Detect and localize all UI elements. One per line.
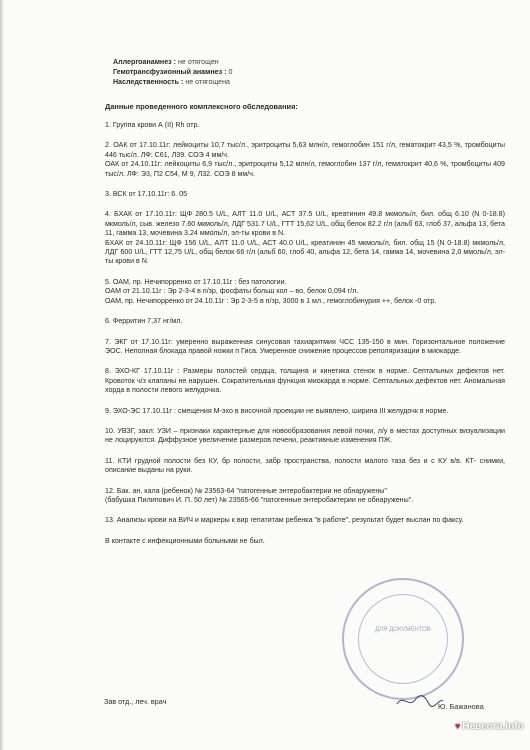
heredity-label: Наследственность :	[113, 78, 184, 87]
exam-item-line: 3. ВСК от 17.10.11г: 6. 05	[105, 190, 188, 199]
stamp-inner-ring	[358, 594, 448, 684]
exam-item-13	[105, 516, 505, 525]
exam-item-10	[105, 427, 505, 446]
exam-item-line: (бабушка Пилипович И. П. 50 лет) № 23565-66 "патогенные энтеробактерии не обнаружены".	[105, 495, 414, 504]
exam-item-2	[105, 141, 505, 179]
exam-item-line: 12. Бак. ан. кала (ребенок) № 23563-64 "патогенные энтеробактерии не обнаружены"	[105, 486, 387, 495]
signoff-text: Зав отд., леч. врач	[104, 697, 167, 706]
exam-item-line: 11. КТИ грудной полости без КУ, бр полости, забр пространства, полости малого таза без и с КУ в/в. КТ- снимки, описание выданы на руки.	[105, 456, 505, 475]
exam-item-line: 10. УВЗГ, закл: УЗИ – признаки характерные для новообразования левой почки, л/у в местах доступных визуализации не лоцируются. Диффузное увеличение размеров печени, реактивные изменения ПЖ.	[105, 426, 505, 445]
exam-item-6	[105, 317, 505, 326]
signature-name-text: Ю. Бажанова	[438, 702, 484, 711]
round-stamp	[342, 578, 464, 700]
exam-item-line: 9. ЭХО-ЭС 17.10.11г : смещения М-эхо в височной проекции не выявлено, ширина III желудочк в норме.	[105, 406, 449, 415]
exam-item-12	[105, 487, 505, 506]
exam-item-line: 5. ОАМ, пр. Нечипорренко от 17.10.11г : без патологии.	[105, 277, 287, 286]
exam-item-11	[105, 457, 505, 476]
heredity-row	[113, 77, 505, 87]
exam-item-line: 7. ЭКГ от 17.10.11г: умеренно выраженная синусовая тахиаритмия ЧСС 135-150 в мин. Горизонтальное положение ЭОС. Неполная блокада правой ножки п Гиса. Умеренное снижение процессов реполяризации в миокарде.	[105, 337, 505, 355]
document-body	[105, 57, 505, 560]
exam-item-9	[105, 407, 505, 416]
exam-items-list	[105, 121, 505, 526]
exam-item-line: 8. ЭХО-КГ 17.10.11г : Размеры полостей сердца, толщина и кинетика стенок в норме. Септальных дефектов нет. Кровоток ч/з клапаны не нарушен. Сократительная функция миокарда в норме. Септальных дефектов нет. Аномальная хорда в полости левого желудочка.	[105, 367, 505, 395]
exam-item-line: ОАМ от 21.10.11г : Эр 2-3-4 в п/зр, фосфаты больш кол – во, белок 0,094 г/л.	[105, 287, 359, 296]
anamnesis-block	[113, 57, 505, 88]
hemo-row	[113, 67, 505, 77]
exam-item-line: 13. Анализы крови на ВИЧ и маркеры к вир гепатитам ребенка "в работе", результат будет выслан по факсу.	[105, 516, 464, 525]
closing-note: В контакте с инфекционными больными не был.	[105, 536, 265, 545]
exam-item-line: 2. ОАК от 17.10.11г: лейкоциты 10,7 тыс/л., эритроциты 5,63 млн/л, гемоглобин 151 г/л, гематокрит 43,5 %, тромбоциты 446 тыс/л. ЛФ: С61, Л39. СОЭ 4 мм/ч.	[105, 141, 505, 159]
exam-item-8	[105, 367, 505, 395]
exam-item-line: 4. БХАК от 17.10.11г: ЩФ 280.5 U/L, АЛТ 11.0 U/L, АСТ 37.5 U/L, креатинин 49.8 мкмоль/л, бил. общ 6.10 (N 0-18.8) мкмоль/л, сыв. железо 7.60 мкмоль/л, ЛДГ 531.7 U/L, ГТТ 15,62 U/L, общ белок 82.2 г/л (альб 63, глоб 37, альфа 13, бета 11, гамма 13, мочевина 3,24 ммоль/л, эл-ты крови в N.	[105, 210, 505, 238]
exam-item-7	[105, 338, 505, 357]
exam-item-line: ОАК от 24.10.11г: лейкоциты 6,9 тыс/л., эритроциты 5,12 млн/л, гемоглобин 137 г/л, гематокрит 40,6 %, тромбоциты 409 тыс/л. ЛФ: Э3, П2 С54, М 9, Л32. СОЭ 8 мм/ч.	[105, 160, 505, 178]
exam-item-line: 1. Группа крови А (II) Rh отр.	[105, 121, 200, 130]
watermark-text: Невеста.info	[462, 721, 524, 732]
exam-item-5	[105, 278, 505, 306]
exam-item-3	[105, 190, 505, 199]
signature-name	[438, 702, 484, 711]
hemo-label: Гемотрансфузионный анамнез :	[113, 68, 227, 77]
section-heading: Данные проведенного комплексного обследования:	[105, 101, 298, 111]
page-shadow-edge	[0, 0, 4, 750]
exam-item-line: БХАК от 24.10.11г: ЩФ 156 U/L, АЛТ 11.0 U/L, АСТ 40.0 U/L, креатинин 45 мкмоль/л, бил. общ 15 (N 0-18.8) мкмоль/л, ЛДГ 600 U/L, ГТТ 12,75 U/L, общ белок 66 г/л (альб 60, глоб 40, альфа 12, бета 14, гамма 14, мочевина 2,0 ммоль/л, эл-ты крови в N.	[105, 238, 505, 266]
site-watermark	[455, 721, 524, 732]
exam-item-line: ОАМ, пр. Нечипорренко от 24.10.11г : Эр 2-3-5 в п/зр, 3000 в 1 мл., гемоглобинурия ++, белок -0 отр.	[105, 296, 437, 305]
hemo-value: 0	[228, 68, 233, 77]
heart-icon: ♥	[455, 721, 461, 731]
heredity-value: не отягощена	[185, 78, 230, 87]
allergo-value: не отягощен	[178, 58, 219, 66]
exam-item-1	[105, 121, 505, 130]
allergo-row	[113, 57, 505, 67]
stamp-label: ДЛЯ ДОКУМЕНТОВ	[375, 627, 431, 633]
allergo-label: Аллергоанамнез :	[113, 58, 177, 66]
exam-item-4	[105, 210, 505, 266]
exam-item-line: 6. Ферритин 7,37 нг/мл.	[105, 317, 183, 326]
